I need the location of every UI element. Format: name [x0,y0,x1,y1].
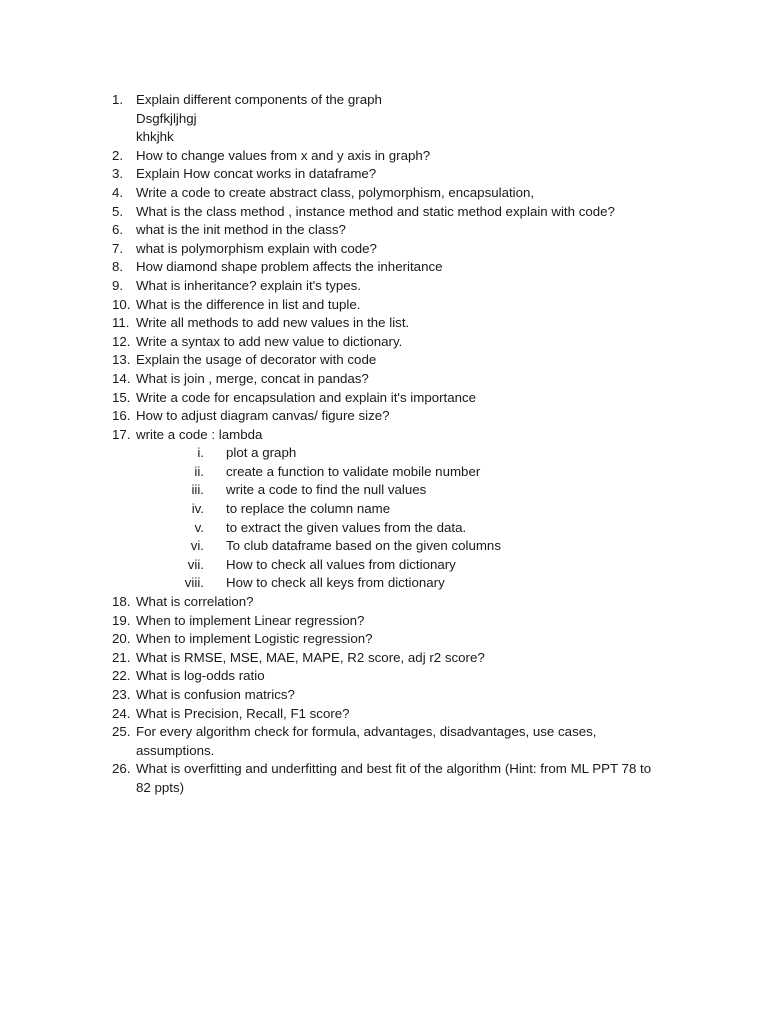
item-text: assumptions. [136,742,215,758]
item-text: Dsgfkjljhgj [136,110,197,126]
list-item [0,203,768,222]
item-text: what is polymorphism explain with code? [136,240,377,256]
item-number: 1. [112,92,124,107]
item-text: Write a code to create abstract class, polymorphism, encapsulation, [136,184,535,200]
list-item [0,612,768,631]
item-number: 22. [112,668,131,684]
continuation-line [0,110,768,129]
item-text: What is correlation? [136,594,254,610]
continuation-line [0,128,768,147]
sub-item-text: How to check all values from dictionary [226,556,456,572]
list-item [0,426,768,445]
item-number: 16. [112,408,131,424]
sub-list-item [0,574,768,593]
item-number: 18. [112,594,131,610]
item-number: 7. [112,240,124,256]
list-item [0,723,768,742]
item-number: 5. [112,203,124,219]
list-item [0,333,768,352]
item-text: For every algorithm check for formula, advantages, disadvantages, use cases, [136,724,597,740]
item-text: How diamond shape problem affects the inheritance [136,259,443,275]
item-text: What is confusion matrics? [136,687,295,702]
item-text: How to adjust diagram canvas/ figure size? [136,408,390,424]
list-item [0,649,768,668]
item-text: What is log-odds ratio [136,668,265,684]
item-text: When to implement Linear regression? [136,612,365,628]
list-item [0,91,768,110]
list-item [0,277,768,296]
sub-item-text: write a code to find the null values [226,482,427,498]
item-text: Write all methods to add new values in the list. [136,315,410,331]
list-item [0,184,768,203]
sub-list-item [0,481,768,500]
item-text: khkjhk [136,129,174,145]
item-text: What is Precision, Recall, F1 score? [136,705,350,721]
sub-item-numeral: i. [197,445,204,461]
list-item [0,165,768,184]
item-number: 9. [112,277,124,293]
sub-list-item [0,444,768,463]
sub-item-text: create a function to validate mobile number [226,463,481,479]
sub-item-text: to replace the column name [226,501,391,517]
list-item [0,240,768,259]
list-item [0,221,768,240]
sub-item-numeral: iii. [191,482,204,498]
item-text: Explain different components of the graph [136,92,382,107]
item-number: 8. [112,259,124,275]
item-text: Explain the usage of decorator with code [136,352,377,368]
sub-list-item [0,556,768,575]
list-item [0,370,768,389]
item-number: 6. [112,222,124,238]
item-text: 82 ppts) [136,779,185,795]
item-text: What is the class method , instance method and static method explain with code? [136,203,615,219]
item-number: 2. [112,147,124,163]
item-number: 26. [112,761,131,777]
list-item [0,351,768,370]
sub-list-item [0,519,768,538]
sub-item-numeral: vi. [190,538,204,554]
item-number: 10. [112,296,131,312]
list-item [0,593,768,612]
item-text: Explain How concat works in dataframe? [136,166,377,182]
item-text: What is the difference in list and tuple. [136,296,361,312]
item-text: How to change values from x and y axis in graph? [136,147,431,163]
continuation-line [0,779,768,798]
question-list [0,91,768,798]
sub-item-text: plot a graph [226,445,297,461]
list-item [0,407,768,426]
sub-item-numeral: vii. [187,556,204,572]
item-number: 11. [112,315,130,331]
list-item [0,389,768,408]
item-number: 19. [112,612,131,628]
continuation-line [0,742,768,761]
list-item [0,667,768,686]
item-text: Write a syntax to add new value to dictionary. [136,333,403,349]
sub-list-item [0,500,768,519]
item-number: 3. [112,166,124,182]
sub-item-numeral: viii. [184,575,204,591]
list-item [0,147,768,166]
item-text: When to implement Logistic regression? [136,631,373,647]
sub-list-item [0,537,768,556]
list-item [0,630,768,649]
sub-item-numeral: iv. [191,501,204,517]
sub-item-text: How to check all keys from dictionary [226,575,445,591]
item-number: 17. [112,426,131,442]
list-item [0,686,768,705]
list-item [0,258,768,277]
list-item [0,760,768,779]
sub-item-text: to extract the given values from the data. [226,519,467,535]
item-text: What is overfitting and underfitting and best fit of the algorithm (Hint: from ML PPT 78 to [136,761,652,777]
item-text: Write a code for encapsulation and explain it's importance [136,389,477,405]
sub-item-numeral: v. [194,519,204,535]
item-number: 24. [112,705,131,721]
item-number: 20. [112,631,131,647]
sub-item-text: To club dataframe based on the given columns [226,538,501,554]
item-text: what is the init method in the class? [136,222,346,238]
item-text: What is RMSE, MSE, MAE, MAPE, R2 score, adj r2 score? [136,649,485,665]
item-number: 14. [112,370,131,386]
list-item [0,705,768,724]
item-text: What is join , merge, concat in pandas? [136,370,369,386]
item-number: 15. [112,389,131,405]
item-text: What is inheritance? explain it's types. [136,277,362,293]
sub-list-item [0,463,768,482]
item-text: write a code : lambda [136,426,263,442]
item-number: 23. [112,687,131,702]
item-number: 21. [112,649,131,665]
item-number: 25. [112,724,131,740]
sub-item-numeral: ii. [194,463,204,479]
list-item [0,296,768,315]
item-number: 13. [112,352,131,368]
item-number: 4. [112,184,124,200]
list-item [0,314,768,333]
item-number: 12. [112,333,131,349]
